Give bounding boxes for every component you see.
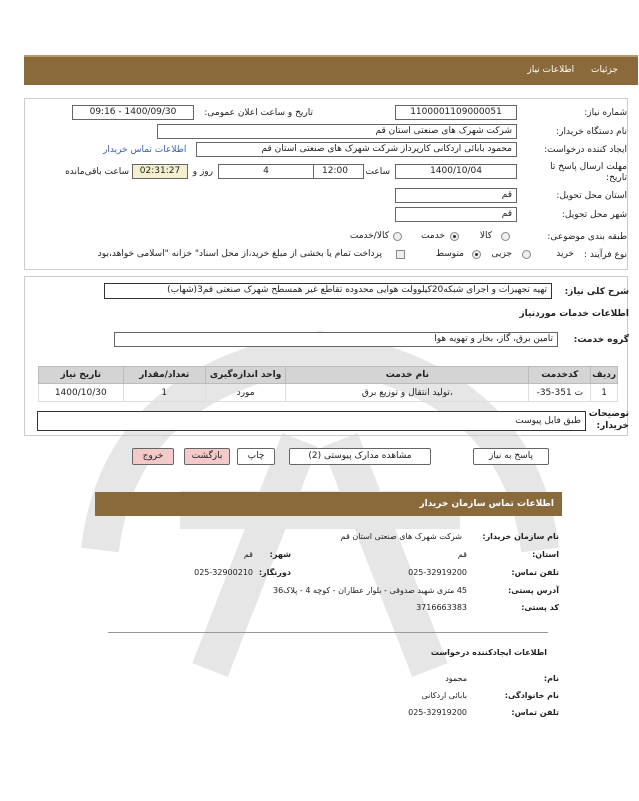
days-field: 4 bbox=[218, 164, 314, 179]
treasury-payment-text: پرداخت تمام یا بخشی از مبلغ خرید،از محل اسناد" خزانه "اسلامی خواهد،بود bbox=[97, 249, 382, 259]
buyer-contact-link[interactable]: اطلاعات تماس خریدار bbox=[103, 145, 187, 155]
cell-date: 1400/10/30 bbox=[39, 384, 124, 402]
creator-phone-value: 025-32919200 bbox=[408, 708, 467, 717]
contact-fax-label: دورنگار: bbox=[258, 568, 291, 577]
announce-label: تاریخ و ساعت اعلان عمومی: bbox=[204, 108, 313, 118]
contact-province-value: قم bbox=[457, 550, 467, 559]
items-table bbox=[38, 366, 618, 402]
services-title: اطلاعات خدمات موردنیاز bbox=[519, 309, 629, 319]
buyer-org-label: نام دستگاه خریدار: bbox=[556, 127, 627, 137]
top-nav-bar bbox=[24, 55, 638, 85]
contact-divider bbox=[108, 632, 548, 633]
city-label: شهر محل تحویل: bbox=[561, 210, 627, 220]
reply-button[interactable]: پاسخ به نیاز bbox=[473, 448, 549, 465]
col-name-header: نام خدمت bbox=[286, 367, 529, 384]
cell-unit: مورد bbox=[205, 384, 285, 402]
buyer-notes-field: طبق فایل پیوست bbox=[37, 411, 586, 431]
remaining-time-field: 02:31:27 bbox=[132, 164, 188, 179]
col-qty-header: تعداد/مقدار bbox=[123, 367, 205, 384]
exit-button[interactable]: خروج bbox=[132, 448, 174, 465]
print-button[interactable]: چاپ bbox=[237, 448, 275, 465]
creator-title: اطلاعات ایجادکننده درخواست bbox=[430, 648, 547, 657]
contact-province-label: استان: bbox=[532, 550, 559, 559]
summary-field: تهیه تجهیزات و اجرای شبکه20کیلوولت هوایی محدوده تقاطع غیر همسطح شهرک صنعتی قم3(شهاب) bbox=[104, 283, 552, 299]
deadline-time-label: ساعت bbox=[365, 167, 390, 177]
cell-row: 1 bbox=[591, 384, 618, 402]
category-both-radio[interactable] bbox=[393, 232, 402, 241]
deadline-date-field: 1400/10/04 bbox=[395, 164, 517, 179]
category-service-label: خدمت bbox=[421, 231, 445, 241]
contact-city-label: شهر: bbox=[269, 550, 291, 559]
group-label: گروه خدمت: bbox=[573, 335, 629, 345]
cell-code: ت 351-35- bbox=[529, 384, 591, 402]
back-button[interactable]: بازگشت bbox=[184, 448, 230, 465]
category-goods-label: کالا bbox=[479, 231, 492, 241]
contact-postal-label: کد پستی: bbox=[521, 603, 559, 612]
creator-family-value: بابائی اردکانی bbox=[421, 691, 467, 700]
contact-phone-value: 025-32919200 bbox=[408, 568, 467, 577]
buyer-org-field: شرکت شهرک های صنعتی استان قم bbox=[157, 124, 517, 139]
contact-fax-value: 025-32900210 bbox=[194, 568, 253, 577]
contact-city-value: قم bbox=[243, 550, 253, 559]
col-unit-header: واحد اندازه‌گیری bbox=[205, 367, 285, 384]
nav-details-link[interactable]: جزئیات bbox=[591, 65, 618, 75]
contact-header: اطلاعات تماس سازمان خریدار bbox=[95, 492, 562, 516]
deadline-time-field: 12:00 bbox=[306, 164, 364, 179]
contact-phone-label: تلفن تماس: bbox=[511, 568, 559, 577]
contact-postal-value: 3716663383 bbox=[416, 603, 467, 612]
province-label: استان محل تحویل: bbox=[556, 191, 627, 201]
requester-field: محمود بابائی اردکانی کارپرداز شرکت شهرک های صنعتی استان قم bbox=[196, 142, 517, 157]
buyer-notes-label: توضیحات خریدار: bbox=[588, 409, 629, 431]
creator-name-label: نام: bbox=[543, 674, 559, 683]
city-field: قم bbox=[395, 207, 517, 222]
process-medium-radio[interactable] bbox=[472, 250, 481, 259]
creator-family-label: نام خانوادگی: bbox=[504, 691, 559, 700]
province-field: قم bbox=[395, 188, 517, 203]
group-field: تامین برق، گاز، بخار و تهویه هوا bbox=[114, 332, 558, 347]
days-label: روز و bbox=[192, 167, 213, 177]
contact-address-value: 45 متری شهید صدوقی - بلوار عطاران - کوچه 4 - پلاک36 bbox=[273, 586, 467, 595]
attachments-button[interactable]: مشاهده مدارک پیوستی (2) bbox=[289, 448, 431, 465]
col-code-header: کدخدمت bbox=[529, 367, 591, 384]
treasury-payment-checkbox[interactable] bbox=[396, 250, 405, 259]
process-medium-label: متوسط bbox=[435, 249, 464, 259]
category-service-radio[interactable] bbox=[450, 232, 459, 241]
process-minor-radio[interactable] bbox=[522, 250, 531, 259]
category-goods-radio[interactable] bbox=[501, 232, 510, 241]
category-label: طبقه بندی موضوعی: bbox=[547, 232, 627, 242]
cell-qty: 1 bbox=[123, 384, 205, 402]
table-row bbox=[39, 384, 618, 402]
deadline-label: مهلت ارسال پاسخ تا تاریخ: bbox=[550, 162, 627, 183]
cell-name: ،تولید انتقال و توزیع برق bbox=[286, 384, 529, 402]
process-label: نوع فرآیند : bbox=[584, 250, 627, 260]
contact-address-label: آدرس پستی: bbox=[508, 586, 559, 595]
col-date-header: تاریخ نیاز bbox=[39, 367, 124, 384]
col-row-header: ردیف bbox=[591, 367, 618, 384]
summary-label: شرح کلی نیاز: bbox=[564, 287, 629, 297]
contact-org-value: شرکت شهرک های صنعتی استان قم bbox=[340, 532, 462, 541]
category-both-label: کالا/خدمت bbox=[349, 231, 389, 241]
nav-need-info-link[interactable]: اطلاعات نیاز bbox=[527, 65, 575, 75]
creator-name-value: محمود bbox=[445, 674, 467, 683]
process-minor-label: جزیی bbox=[491, 249, 512, 259]
creator-phone-label: تلفن تماس: bbox=[511, 708, 559, 717]
need-number-label: شماره نیاز: bbox=[584, 108, 627, 118]
requester-label: ایجاد کننده درخواست: bbox=[544, 145, 627, 155]
remaining-label: ساعت باقی‌مانده bbox=[65, 167, 129, 177]
announce-field: 1400/09/30 - 09:16 bbox=[72, 105, 194, 120]
contact-org-label: نام سازمان خریدار: bbox=[482, 532, 559, 541]
process-buy-label: خرید bbox=[556, 249, 574, 259]
need-number-field: 1100001109000051 bbox=[395, 105, 517, 120]
